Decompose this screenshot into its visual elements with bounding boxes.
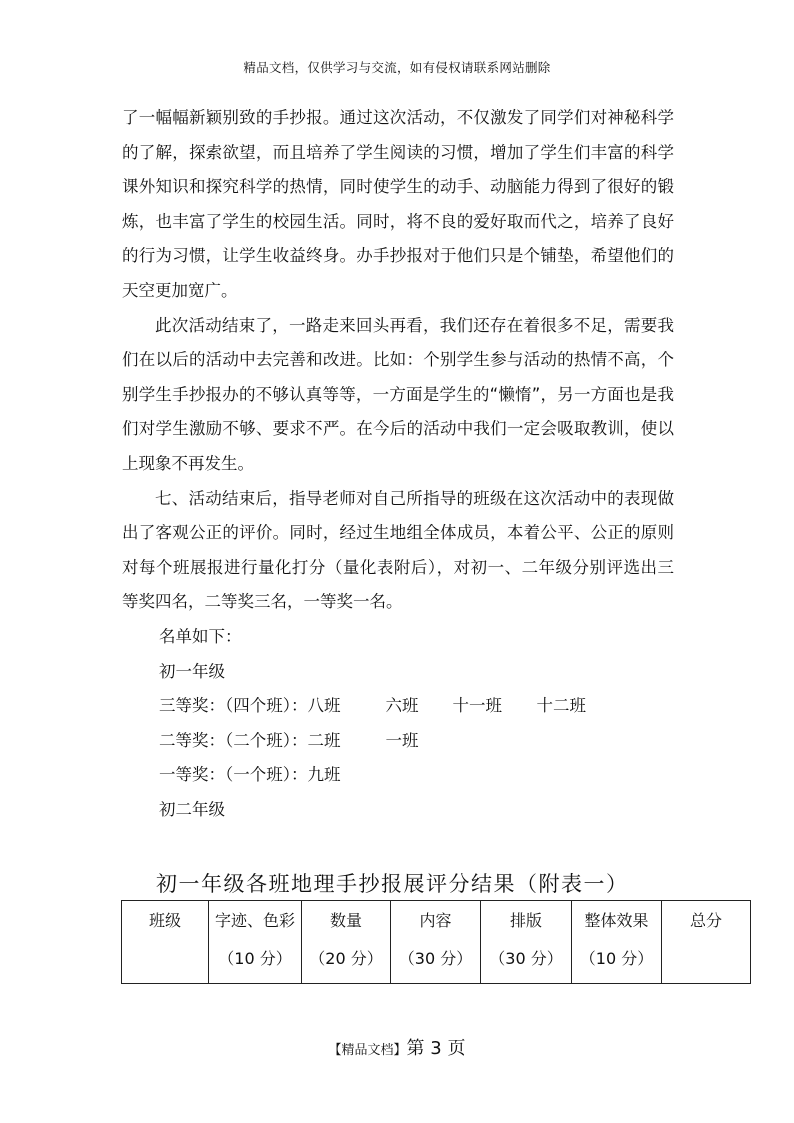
page-prefix: 第: [406, 1038, 431, 1059]
page-suffix: 页: [441, 1038, 466, 1059]
column-points: （30 分）: [489, 949, 563, 968]
grade-one-heading: 初一年级: [159, 661, 225, 681]
award-class: 一班: [385, 730, 419, 750]
paragraph-continuation: 了一幅幅新颖别致的手抄报。通过这次活动，不仅激发了同学们对神秘科学的了解，探索欲望，而且培养了学生阅读的习惯，增加了学生们丰富的科学课外知识和探究科学的热情，同时使学生的动手、动脑能力得到了很好的锻炼，也丰富了学生的校园生活。同时，将不良的爱好取而代之，培养了良好的行为习惯，让学生收益终身。办手抄报对于他们只是个铺垫，希望他们的天空更加宽广。: [122, 108, 674, 300]
award-third-prize: [122, 689, 674, 724]
paragraph-evaluation: 七、活动结束后，指导老师对自己所指导的班级在这次活动中的表现做出了客观公正的评价。同时，经过生地组全体成员，本着公平、公正的原则对每个班展报进行量化打分（量化表附后），对初一、二年级分别评选出三等奖四名，二等奖三名，一等奖一名。: [122, 488, 674, 612]
score-table: [121, 900, 751, 984]
award-label: 三等奖：（四个班）：: [159, 696, 308, 716]
column-handwriting: [209, 901, 302, 984]
award-class: 十一班: [452, 696, 502, 716]
column-name: 数量: [329, 911, 362, 930]
column-layout: [481, 901, 572, 984]
column-name: 字迹、色彩: [214, 911, 295, 930]
paragraph-reflection: 此次活动结束了，一路走来回头再看，我们还存在着很多不足，需要我们在以后的活动中去完善和改进。比如：个别学生参与活动的热情不高，个别学生手抄报办的不够认真等等，一方面是学生的“懒惰”，另一方面也是我们对学生激励不够、要求不严。在今后的活动中我们一定会吸取教训，使以上现象不再发生。: [122, 315, 674, 473]
column-name: 内容: [419, 911, 452, 930]
award-first-prize: [122, 758, 674, 793]
award-class: 八班: [307, 696, 341, 716]
column-points: （10 分）: [218, 949, 292, 968]
award-class: 九班: [307, 765, 341, 785]
column-overall: [572, 901, 662, 984]
column-content: [391, 901, 481, 984]
column-name: 班级: [148, 911, 181, 930]
page-footer: [0, 1034, 794, 1060]
table-title: 初一年级各班地理手抄报展评分结果（附表一）: [156, 872, 629, 896]
column-name: 排版: [509, 911, 542, 930]
document-body: [122, 101, 674, 827]
table-header-row: [122, 901, 751, 984]
column-points: （20 分）: [309, 949, 383, 968]
award-label: 二等奖：（二个班）：: [159, 730, 308, 750]
page-header: 精品文档，仅供学习与交流，如有侵权请联系网站删除: [243, 60, 551, 75]
award-class: 二班: [307, 730, 341, 750]
list-title: 名单如下：: [159, 626, 242, 646]
column-class: [122, 901, 209, 984]
award-second-prize: [122, 724, 674, 759]
column-points: （10 分）: [579, 949, 654, 968]
award-class: 六班: [385, 696, 419, 716]
grade-two-heading: 初二年级: [159, 799, 225, 819]
column-name: 整体效果: [584, 911, 649, 930]
column-total: [662, 901, 751, 984]
page-number: 3: [430, 1038, 442, 1059]
column-name: 总分: [689, 911, 722, 930]
award-label: 一等奖：（一个班）：: [159, 765, 308, 785]
footer-label: 【精品文档】: [328, 1043, 407, 1058]
column-quantity: [302, 901, 391, 984]
award-class: 十二班: [536, 696, 586, 716]
column-points: （30 分）: [398, 949, 473, 968]
